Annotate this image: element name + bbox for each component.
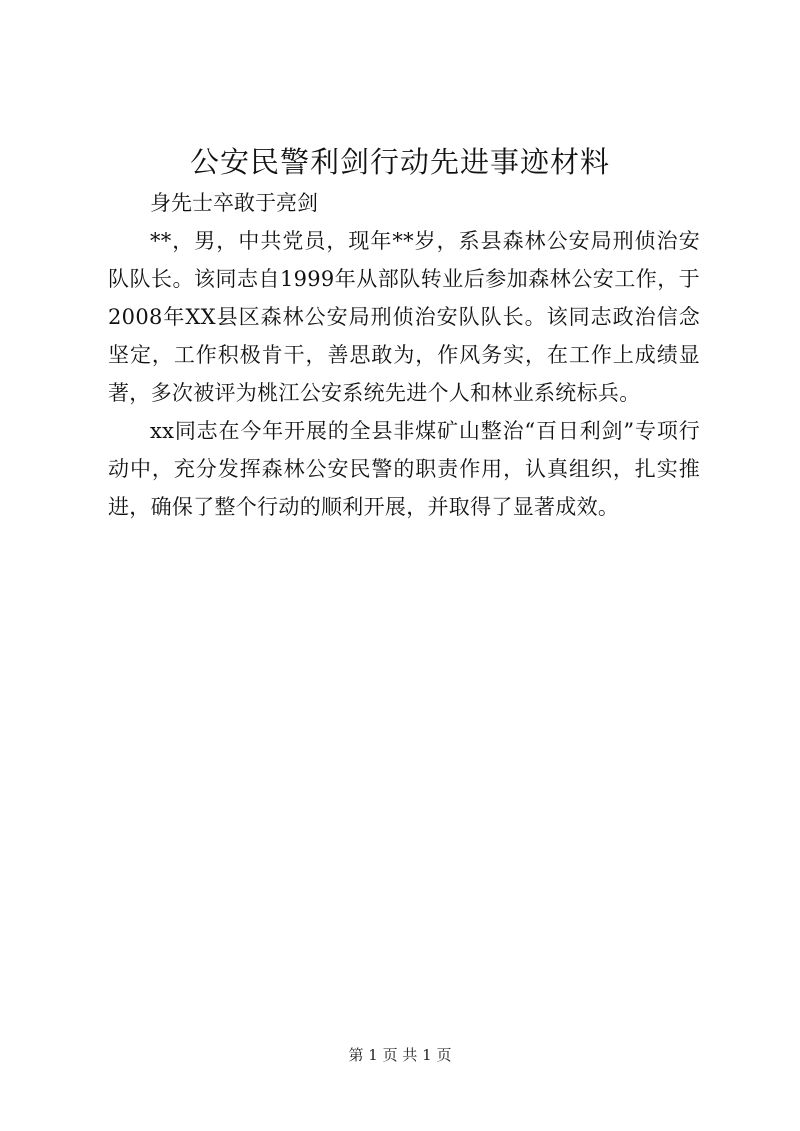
paragraph-2: xx同志在今年开展的全县非煤矿山整治“百日利剑”专项行动中，充分发挥森林公安民警的职责作用，认真组织，扎实推进，确保了整个行动的顺利开展，并取得了显著成效。 [108, 419, 700, 519]
document-subtitle: 身先士卒敢于亮剑 [150, 191, 318, 215]
page-footer: 第 1 页 共 1 页 [348, 1046, 452, 1064]
document-body [108, 184, 700, 526]
document-title: 公安民警利剑行动先进事迹材料 [189, 145, 610, 179]
paragraph-1: **，男，中共党员，现年**岁，系县森林公安局刑侦治安队队长。该同志自1999年从部队转业后参加森林公安工作，于2008年XX县区森林公安局刑侦治安队队长。该同志政治信念坚定，工作积极肯干，善思敢为，作风务实，在工作上成绩显著，多次被评为桃江公安系统先进个人和林业系统标兵。 [108, 229, 700, 405]
